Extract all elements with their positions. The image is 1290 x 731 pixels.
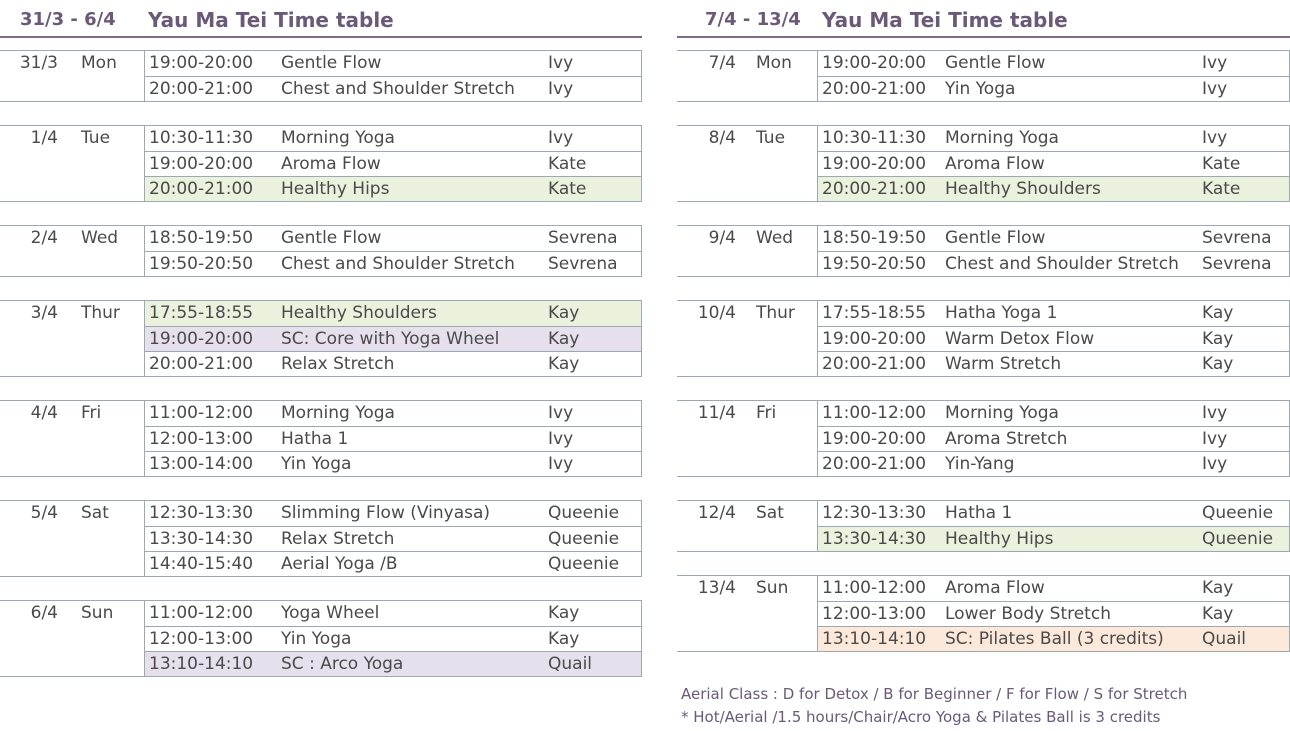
class-row [817, 301, 1290, 326]
class-name: Aroma Flow [945, 578, 1045, 598]
class-name: Warm Detox Flow [945, 329, 1095, 349]
class-name: Yin Yoga [281, 629, 352, 649]
class-row [144, 651, 642, 676]
class-row [144, 401, 642, 426]
class-name: Hatha 1 [945, 503, 1013, 523]
class-row [817, 601, 1290, 626]
day-date: 10/4 [697, 303, 736, 323]
class-name: Gentle Flow [281, 53, 382, 73]
class-time: 13:30-14:30 [822, 529, 927, 549]
class-time: 17:55-18:55 [149, 303, 254, 323]
class-teacher: Kate [548, 179, 587, 199]
day-weekday: Sat [81, 503, 109, 523]
timetable-header [677, 6, 1290, 38]
class-time: 13:10-14:10 [149, 654, 254, 674]
class-row [144, 51, 642, 76]
day-block [0, 125, 642, 202]
day-date: 7/4 [708, 53, 736, 73]
day-weekday: Wed [756, 228, 794, 248]
class-time: 11:00-12:00 [822, 403, 927, 423]
class-teacher: Ivy [548, 53, 574, 73]
class-time: 20:00-21:00 [149, 79, 254, 99]
class-teacher: Ivy [1202, 53, 1228, 73]
day-weekday: Tue [81, 128, 111, 148]
class-row [144, 326, 642, 351]
class-time: 18:50-19:50 [149, 228, 254, 248]
class-name: Yin Yoga [281, 454, 352, 474]
class-name: Aroma Flow [281, 154, 381, 174]
class-time: 13:00-14:00 [149, 454, 254, 474]
class-teacher: Quail [1202, 629, 1247, 649]
day-date: 13/4 [697, 578, 736, 598]
class-name: Chest and Shoulder Stretch [281, 79, 515, 99]
class-teacher: Kay [548, 354, 580, 374]
class-time: 11:00-12:00 [149, 403, 254, 423]
class-name: Hatha Yoga 1 [945, 303, 1058, 323]
class-teacher: Kate [1202, 154, 1241, 174]
class-row [144, 151, 642, 176]
day-block [677, 500, 1290, 552]
class-name: Lower Body Stretch [945, 604, 1111, 624]
class-teacher: Ivy [548, 454, 574, 474]
class-teacher: Kay [1202, 329, 1234, 349]
class-name: Gentle Flow [281, 228, 382, 248]
class-time: 20:00-21:00 [822, 179, 927, 199]
class-name: Warm Stretch [945, 354, 1062, 374]
class-name: Chest and Shoulder Stretch [945, 254, 1179, 274]
class-teacher: Kate [1202, 179, 1241, 199]
class-name: SC: Pilates Ball (3 credits) [945, 629, 1164, 649]
day-block [677, 575, 1290, 652]
class-teacher: Kay [1202, 303, 1234, 323]
day-date: 12/4 [697, 503, 736, 523]
class-time: 10:30-11:30 [822, 128, 927, 148]
class-time: 20:00-21:00 [149, 179, 254, 199]
class-teacher: Kate [548, 154, 587, 174]
class-row [817, 176, 1290, 201]
class-row [144, 626, 642, 651]
class-time: 20:00-21:00 [149, 354, 254, 374]
class-row [144, 126, 642, 151]
class-name: Chest and Shoulder Stretch [281, 254, 515, 274]
class-teacher: Quail [548, 654, 593, 674]
class-time: 11:00-12:00 [822, 578, 927, 598]
class-name: Gentle Flow [945, 228, 1046, 248]
class-teacher: Ivy [1202, 454, 1228, 474]
class-row [817, 451, 1290, 476]
class-time: 12:00-13:00 [149, 629, 254, 649]
day-weekday: Wed [81, 228, 119, 248]
day-date: 11/4 [697, 403, 736, 423]
class-teacher: Ivy [548, 128, 574, 148]
class-teacher: Sevrena [548, 228, 618, 248]
class-time: 20:00-21:00 [822, 354, 927, 374]
day-block [0, 50, 642, 102]
class-time: 13:30-14:30 [149, 529, 254, 549]
class-teacher: Ivy [548, 79, 574, 99]
class-row [817, 151, 1290, 176]
class-row [817, 626, 1290, 651]
class-time: 19:00-20:00 [822, 53, 927, 73]
timetable-title: Yau Ma Tei Time table [822, 8, 1068, 32]
class-time: 10:30-11:30 [149, 128, 254, 148]
class-teacher: Sevrena [548, 254, 618, 274]
timetable-title: Yau Ma Tei Time table [148, 8, 394, 32]
day-weekday: Sat [756, 503, 784, 523]
note-aerial-codes: Aerial Class : D for Detox / B for Beginner / F for Flow / S for Stretch [681, 685, 1188, 703]
day-weekday: Tue [756, 128, 786, 148]
class-teacher: Queenie [1202, 503, 1274, 523]
class-row [817, 526, 1290, 551]
class-row [144, 176, 642, 201]
class-time: 19:00-20:00 [149, 154, 254, 174]
class-time: 11:00-12:00 [149, 603, 254, 623]
class-name: Relax Stretch [281, 354, 395, 374]
class-name: Yin-Yang [945, 454, 1015, 474]
class-time: 19:50-20:50 [822, 254, 927, 274]
class-teacher: Kay [548, 303, 580, 323]
class-row [817, 326, 1290, 351]
class-name: SC: Core with Yoga Wheel [281, 329, 500, 349]
day-block [0, 600, 642, 677]
class-name: Healthy Hips [945, 529, 1054, 549]
class-teacher: Kay [548, 629, 580, 649]
class-teacher: Ivy [548, 403, 574, 423]
day-weekday: Thur [756, 303, 795, 323]
class-teacher: Queenie [548, 529, 620, 549]
class-time: 14:40-15:40 [149, 554, 254, 574]
day-weekday: Mon [756, 53, 792, 73]
class-teacher: Kay [548, 603, 580, 623]
class-row [144, 301, 642, 326]
day-block [677, 50, 1290, 102]
class-name: Yoga Wheel [281, 603, 380, 623]
day-weekday: Sun [756, 578, 789, 598]
date-range: 7/4 - 13/4 [705, 9, 801, 30]
day-weekday: Fri [81, 403, 102, 423]
class-row [817, 76, 1290, 101]
class-row [817, 426, 1290, 451]
class-name: SC : Arco Yoga [281, 654, 404, 674]
class-name: Healthy Shoulders [945, 179, 1101, 199]
date-range: 31/3 - 6/4 [20, 9, 116, 30]
class-time: 18:50-19:50 [822, 228, 927, 248]
class-name: Slimming Flow (Vinyasa) [281, 503, 491, 523]
class-name: Hatha 1 [281, 429, 349, 449]
class-time: 12:00-13:00 [149, 429, 254, 449]
class-name: Aroma Flow [945, 154, 1045, 174]
class-row [817, 401, 1290, 426]
day-block [677, 400, 1290, 477]
day-block [677, 125, 1290, 202]
day-block [0, 300, 642, 377]
class-row [144, 601, 642, 626]
day-block [677, 225, 1290, 277]
class-teacher: Sevrena [1202, 254, 1272, 274]
class-name: Morning Yoga [281, 403, 395, 423]
class-row [144, 526, 642, 551]
class-teacher: Queenie [548, 503, 620, 523]
class-row [817, 251, 1290, 276]
class-time: 19:50-20:50 [149, 254, 254, 274]
day-weekday: Mon [81, 53, 117, 73]
class-time: 13:10-14:10 [822, 629, 927, 649]
class-row [817, 576, 1290, 601]
notes [681, 683, 1187, 729]
class-name: Aroma Stretch [945, 429, 1068, 449]
day-date: 5/4 [30, 503, 58, 523]
class-row [817, 501, 1290, 526]
class-teacher: Queenie [1202, 529, 1274, 549]
day-date: 3/4 [30, 303, 58, 323]
day-date: 9/4 [708, 228, 736, 248]
class-time: 17:55-18:55 [822, 303, 927, 323]
day-weekday: Sun [81, 603, 114, 623]
day-block [0, 400, 642, 477]
class-name: Relax Stretch [281, 529, 395, 549]
class-time: 19:00-20:00 [822, 329, 927, 349]
class-name: Morning Yoga [281, 128, 395, 148]
timetable-header [0, 6, 642, 38]
class-teacher: Ivy [1202, 128, 1228, 148]
class-name: Yin Yoga [945, 79, 1016, 99]
class-name: Healthy Hips [281, 179, 390, 199]
class-name: Aerial Yoga /B [281, 554, 398, 574]
class-teacher: Ivy [1202, 79, 1228, 99]
class-teacher: Ivy [1202, 429, 1228, 449]
class-row [144, 351, 642, 376]
class-name: Morning Yoga [945, 403, 1059, 423]
class-time: 19:00-20:00 [822, 154, 927, 174]
day-block [0, 225, 642, 277]
class-row [144, 76, 642, 101]
class-name: Morning Yoga [945, 128, 1059, 148]
class-row [144, 501, 642, 526]
day-date: 1/4 [30, 128, 58, 148]
class-teacher: Kay [1202, 604, 1234, 624]
class-teacher: Kay [1202, 354, 1234, 374]
class-time: 19:00-20:00 [149, 329, 254, 349]
class-row [144, 426, 642, 451]
class-teacher: Sevrena [1202, 228, 1272, 248]
class-row [817, 126, 1290, 151]
class-row [144, 451, 642, 476]
note-credits: * Hot/Aerial /1.5 hours/Chair/Acro Yoga & Pilates Ball is 3 credits [681, 708, 1161, 726]
class-time: 19:00-20:00 [822, 429, 927, 449]
day-block [677, 300, 1290, 377]
day-date: 2/4 [30, 228, 58, 248]
class-time: 20:00-21:00 [822, 79, 927, 99]
class-time: 20:00-21:00 [822, 454, 927, 474]
class-row [817, 226, 1290, 251]
day-date: 6/4 [30, 603, 58, 623]
class-name: Healthy Shoulders [281, 303, 437, 323]
class-name: Gentle Flow [945, 53, 1046, 73]
class-row [817, 351, 1290, 376]
day-date: 4/4 [30, 403, 58, 423]
day-date: 31/3 [19, 53, 58, 73]
class-teacher: Kay [1202, 578, 1234, 598]
class-time: 12:30-13:30 [149, 503, 254, 523]
class-teacher: Ivy [548, 429, 574, 449]
class-time: 12:30-13:30 [822, 503, 927, 523]
class-teacher: Kay [548, 329, 580, 349]
class-time: 19:00-20:00 [149, 53, 254, 73]
day-weekday: Thur [81, 303, 120, 323]
day-weekday: Fri [756, 403, 777, 423]
day-block [0, 500, 642, 577]
class-row [817, 51, 1290, 76]
class-row [144, 551, 642, 576]
day-date: 8/4 [708, 128, 736, 148]
class-teacher: Queenie [548, 554, 620, 574]
class-teacher: Ivy [1202, 403, 1228, 423]
class-row [144, 251, 642, 276]
class-row [144, 226, 642, 251]
class-time: 12:00-13:00 [822, 604, 927, 624]
